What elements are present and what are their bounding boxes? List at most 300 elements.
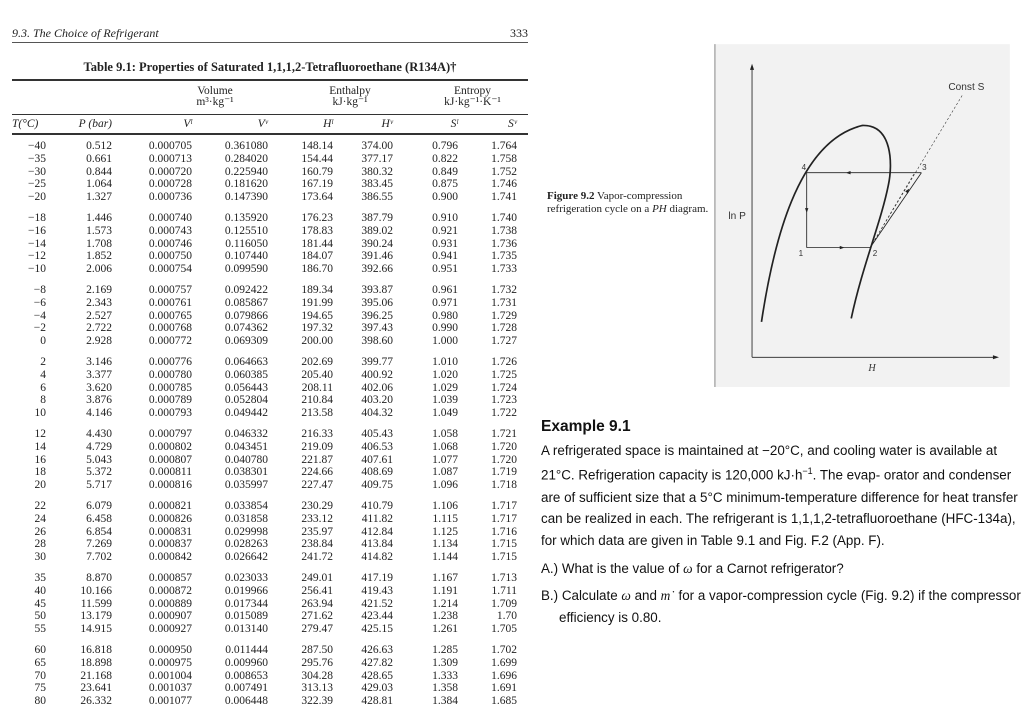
table-cell: 0.875 [432, 178, 458, 191]
table-cell: 197.32 [301, 322, 333, 335]
table-cell: 0.181620 [224, 178, 268, 191]
table-cell: 176.23 [301, 212, 333, 224]
table-cell: 1.384 [432, 695, 458, 708]
table-cell: 0.000761 [148, 296, 192, 309]
table-cell: −10 [28, 263, 46, 276]
problem-sup: −1 [802, 466, 813, 477]
table-cell: 11.599 [80, 597, 112, 610]
point-label-1: 1 [798, 249, 804, 259]
table-cell: −30 [28, 165, 46, 178]
table-cell: 414.82 [361, 551, 393, 564]
table-cell: −35 [28, 152, 46, 165]
figure-caption [547, 190, 717, 216]
table-cell: 1.718 [491, 479, 517, 492]
table-cell: 18.898 [80, 656, 112, 669]
caption-end: diagram. [666, 203, 709, 215]
table-cell: 1.029 [432, 381, 458, 394]
table-cell: 263.94 [301, 597, 333, 610]
table-cell: 374.00 [361, 140, 393, 152]
table-cell: 0.092422 [224, 284, 268, 296]
table-cell: 0.011444 [225, 644, 268, 656]
table-cell: 235.97 [301, 525, 333, 538]
table-cell: 1.722 [491, 407, 517, 420]
table-cell: 0.000807 [148, 453, 192, 466]
table-cell: 0.056443 [224, 381, 268, 394]
problem-text: A refrigerated space is maintained at −20°C, and cooling water is available at 21°C. Refrigeration capacity is 120,000 kJ·h [541, 442, 998, 483]
table-cell: 178.83 [301, 224, 333, 237]
table-cell: 6.854 [86, 525, 112, 538]
table-cell: 2.169 [86, 284, 112, 296]
table-cell: 0.990 [432, 322, 458, 335]
caption-label: Figure 9.2 [547, 190, 595, 202]
table-cell: 399.77 [361, 356, 393, 368]
figure-background [715, 44, 1010, 387]
table-cell: 0.038301 [224, 466, 268, 479]
running-head [12, 26, 528, 43]
table-cell: 402.06 [361, 381, 393, 394]
table-cell: 1.709 [491, 597, 517, 610]
table-cell: 60 [34, 644, 46, 656]
table-cell: 1.717 [491, 512, 517, 525]
table-cell: 1.696 [491, 669, 517, 682]
table-cell: 419.43 [361, 584, 393, 597]
problem-text-end: . The evap- orator and condenser are of sufficient size that a 5°C minimum-temperature difference for heat transfer can be realized in each. The refrigerant is 1,1,1,2-tetrafluoroethane (HFC-134a), for which data are given in Table 9.1 and Fig. F.2 (App. F). [541, 467, 1018, 548]
table-cell: 1.049 [432, 407, 458, 420]
table-cell: 0.043451 [224, 440, 268, 453]
table-cell: 1.096 [432, 479, 458, 492]
qb-post: for a vapor-compression cycle (Fig. 9.2) if the compressor efficiency is 0.80. [559, 588, 1021, 626]
table-cell: 279.47 [301, 623, 333, 636]
table-cell: 2.006 [86, 263, 112, 276]
table-cell: 0.000736 [148, 191, 192, 204]
table-cell: 1.736 [491, 237, 517, 250]
table-cell: 0.844 [86, 165, 112, 178]
question-a [541, 558, 1021, 580]
table-cell: 45 [34, 597, 46, 610]
table-cell: 1.446 [86, 212, 112, 224]
table-cell: 13.179 [80, 610, 112, 623]
table-cell: 0.001037 [148, 682, 192, 695]
table-cell: −12 [28, 250, 46, 263]
table-cell: 0.007491 [224, 682, 268, 695]
table-cell: 200.00 [301, 335, 333, 348]
table-cell: 0.000785 [148, 381, 192, 394]
table-cell: 391.46 [361, 250, 393, 263]
table-cell: 70 [34, 669, 46, 682]
table-cell: 0.980 [432, 309, 458, 322]
column-header: Sˡ [450, 118, 458, 130]
column-header: P (bar) [78, 118, 112, 130]
table-cell: 233.12 [301, 512, 333, 525]
table-cell: 40 [34, 584, 46, 597]
table-cell: 0.052804 [224, 394, 268, 407]
table-cell: 1.723 [491, 394, 517, 407]
qa-pre: A.) What is the value of [541, 560, 684, 576]
table-cell: 0.035997 [224, 479, 268, 492]
table-cell: 1.724 [491, 381, 517, 394]
table-cell: 427.82 [361, 656, 393, 669]
table-cell: 202.69 [301, 356, 333, 368]
table-cell: 0.000907 [148, 610, 192, 623]
table-cell: 22 [34, 500, 46, 512]
table-cell: 1.708 [86, 237, 112, 250]
table-cell: 0.033854 [224, 500, 268, 512]
table-cell: 1.333 [432, 669, 458, 682]
table-cell: 1.715 [491, 551, 517, 564]
table-cell: 0.074362 [224, 322, 268, 335]
table-cell: 1.70 [496, 610, 517, 623]
table-cell: 0.000927 [148, 623, 192, 636]
table-cell: 1.144 [432, 551, 458, 564]
table-cell: 0.941 [432, 250, 458, 263]
table-cell: −6 [33, 296, 46, 309]
table-cell: 0.000754 [148, 263, 192, 276]
table-cell: 1.741 [491, 191, 517, 204]
table-cell: 425.15 [361, 623, 393, 636]
table-cell: 1.058 [432, 428, 458, 440]
table-cell: 0.001004 [148, 669, 192, 682]
table-cell: 1.717 [491, 500, 517, 512]
table-cell: 400.92 [361, 368, 393, 381]
table-cell: 0.000889 [148, 597, 192, 610]
table-cell: 428.81 [361, 695, 393, 708]
table-cell: 16 [34, 453, 46, 466]
table-cell: 0.085867 [224, 296, 268, 309]
qb-pre: B.) Calculate [541, 588, 622, 604]
table-cell: −18 [28, 212, 46, 224]
table-cell: 403.20 [361, 394, 393, 407]
qa-post: for a Carnot refrigerator? [692, 560, 844, 576]
table-cell: 0.049442 [224, 407, 268, 420]
table-cell: 393.87 [361, 284, 393, 296]
table-cell: 1.087 [432, 466, 458, 479]
table-cell: 0.031858 [224, 512, 268, 525]
mdot-symbol: m˙ [660, 588, 675, 604]
table-cell: 1.720 [491, 440, 517, 453]
table-cell: 26.332 [80, 695, 112, 708]
table-cell: 0.099590 [224, 263, 268, 276]
point-label-3: 3 [922, 163, 927, 173]
table-cell: 167.19 [301, 178, 333, 191]
table-cell: 221.87 [301, 453, 333, 466]
table-cell: 1.726 [491, 356, 517, 368]
group-header-volume [150, 86, 280, 108]
table-cell: 395.06 [361, 296, 393, 309]
table-cell: 6.458 [86, 512, 112, 525]
column-header: Hˡ [323, 118, 333, 130]
table-cell: 0.000780 [148, 368, 192, 381]
table-cell: 2.722 [86, 322, 112, 335]
table-cell: 287.50 [301, 644, 333, 656]
table-cell: 1.711 [491, 584, 517, 597]
table-cell: 0.026642 [224, 551, 268, 564]
table-cell: 409.75 [361, 479, 393, 492]
table-cell: 304.28 [301, 669, 333, 682]
caption-italic: PH [652, 203, 667, 215]
table-cell: 429.03 [361, 682, 393, 695]
table-cell: 186.70 [301, 263, 333, 276]
table-cell: 205.40 [301, 368, 333, 381]
table-cell: 184.07 [301, 250, 333, 263]
column-header: Vᵛ [257, 118, 268, 130]
table-cell: 1.852 [86, 250, 112, 263]
table-cell: 14 [34, 440, 46, 453]
table-cell: 426.63 [361, 644, 393, 656]
table-cell: 390.24 [361, 237, 393, 250]
table-cell: 0.000842 [148, 551, 192, 564]
table-cell: 0.000789 [148, 394, 192, 407]
table-cell: 0.019966 [224, 584, 268, 597]
table-cell: 0.961 [432, 284, 458, 296]
table-cell: 238.84 [301, 538, 333, 551]
const-s-label: Const S [948, 82, 985, 94]
table-cell: 0.015089 [224, 610, 268, 623]
table-cell: 0.000705 [148, 140, 192, 152]
column-header: T(°C) [12, 118, 39, 130]
table-cell: 417.19 [361, 572, 393, 584]
point-label-4: 4 [801, 163, 807, 173]
table-cell: 0.225940 [224, 165, 268, 178]
table-cell: 0.000740 [148, 212, 192, 224]
table-cell: 4 [40, 368, 46, 381]
table-cell: 0.000821 [148, 500, 192, 512]
table-cell: 0.000765 [148, 309, 192, 322]
table-cell: 30 [34, 551, 46, 564]
table-cell: 386.55 [361, 191, 393, 204]
table-cell: 1.738 [491, 224, 517, 237]
table-cell: 397.43 [361, 322, 393, 335]
table-cell: 1.115 [432, 512, 458, 525]
table-cell: 0.023033 [224, 572, 268, 584]
table-cell: 14.915 [80, 623, 112, 636]
table-cell: 224.66 [301, 466, 333, 479]
table-cell: 1.746 [491, 178, 517, 191]
table-cell: 0.135920 [224, 212, 268, 224]
table-cell: 412.84 [361, 525, 393, 538]
group-header-entropy [415, 86, 530, 108]
table-cell: 0.000728 [148, 178, 192, 191]
caption-text: Vapor-compression refrigeration cycle on a [547, 190, 683, 215]
table-cell: 1.134 [432, 538, 458, 551]
table-cell: 1.719 [491, 466, 517, 479]
table-cell: 8 [40, 394, 46, 407]
table-cell: 1.191 [432, 584, 458, 597]
question-b [541, 585, 1021, 628]
table-cell: 4.430 [86, 428, 112, 440]
table-cell: 2.928 [86, 335, 112, 348]
table-cell: 1.010 [432, 356, 458, 368]
table-title: Table 9.1: Properties of Saturated 1,1,1,2-Tetrafluoroethane (R134A)† [83, 60, 457, 74]
table-cell: 1.732 [491, 284, 517, 296]
table-cell: 1.064 [86, 178, 112, 191]
table-cell: 0.040780 [224, 453, 268, 466]
table-cell: 0.921 [432, 224, 458, 237]
table-cell: 1.715 [491, 538, 517, 551]
table-cell: 1.020 [432, 368, 458, 381]
qb-and: and [630, 588, 661, 604]
table-cell: 65 [34, 656, 46, 669]
table-cell: 219.09 [301, 440, 333, 453]
table-cell: 256.41 [301, 584, 333, 597]
table-cell: 0.000816 [148, 479, 192, 492]
table-cell: 241.72 [301, 551, 333, 564]
table-cell: 1.285 [432, 644, 458, 656]
table-cell: 1.729 [491, 309, 517, 322]
table-cell: 0.661 [86, 152, 112, 165]
table-cell: 1.691 [491, 682, 517, 695]
table-cell: 0.107440 [224, 250, 268, 263]
table-cell: 1.309 [432, 656, 458, 669]
table-cell: 1.685 [491, 695, 517, 708]
table-cell: 194.65 [301, 309, 333, 322]
table-cell: 0.000831 [148, 525, 192, 538]
table-cell: 1.713 [491, 572, 517, 584]
table-cell: 0.079866 [224, 309, 268, 322]
table-cell: 1.261 [432, 623, 458, 636]
table-cell: 387.79 [361, 212, 393, 224]
table-cell: 6.079 [86, 500, 112, 512]
group-unit: kJ·kg⁻¹·K⁻¹ [444, 96, 501, 108]
table-cell: 0.000746 [148, 237, 192, 250]
table-cell: 398.60 [361, 335, 393, 348]
table-cell: 75 [34, 682, 46, 695]
table-cell: 1.728 [491, 322, 517, 335]
table-cell: 189.34 [301, 284, 333, 296]
table-cell: 173.64 [301, 191, 333, 204]
table-cell: 407.61 [361, 453, 393, 466]
table-cell: 392.66 [361, 263, 393, 276]
table-cell: 404.32 [361, 407, 393, 420]
table-cell: 1.702 [491, 644, 517, 656]
table-cell: 24 [34, 512, 46, 525]
table-cell: 406.53 [361, 440, 393, 453]
table-cell: 1.731 [491, 296, 517, 309]
table-cell: 28 [34, 538, 46, 551]
table-cell: 0.013140 [224, 623, 268, 636]
table-cell: 10.166 [80, 584, 112, 597]
table-cell: 50 [34, 610, 46, 623]
omega-symbol: ω [683, 560, 693, 576]
table-cell: 313.13 [301, 682, 333, 695]
column-header: Sᵛ [508, 118, 517, 130]
table-top-rule [12, 79, 528, 81]
table-cell: 210.84 [301, 394, 333, 407]
table-cell: 0.796 [432, 140, 458, 152]
table-cell: 1.721 [491, 428, 517, 440]
table-cell: 1.077 [432, 453, 458, 466]
table-cell: 0.512 [86, 140, 112, 152]
table-cell: 0.000826 [148, 512, 192, 525]
group-unit: kJ·kg⁻¹ [332, 96, 368, 108]
table-cell: 0 [40, 335, 46, 348]
table-cell: 0.017344 [224, 597, 268, 610]
table-cell: 0.029998 [224, 525, 268, 538]
table-cell: 21.168 [80, 669, 112, 682]
table-cell: 1.733 [491, 263, 517, 276]
point-label-2: 2 [872, 249, 878, 259]
example-title: Example 9.1 [541, 418, 631, 435]
table-cell: −8 [33, 284, 46, 296]
table-cell: 1.238 [432, 610, 458, 623]
table-cell: 249.01 [301, 572, 333, 584]
x-axis-label: H [868, 362, 876, 374]
table-cell: 322.39 [301, 695, 333, 708]
table-cell: 0.028263 [224, 538, 268, 551]
table-cell: 396.25 [361, 309, 393, 322]
table-cell: 7.269 [86, 538, 112, 551]
table-cell: 0.000950 [148, 644, 192, 656]
table-cell: 0.000975 [148, 656, 192, 669]
page-number: 333 [510, 26, 528, 40]
table-cell: 1.573 [86, 224, 112, 237]
table-cell: 3.377 [86, 368, 112, 381]
table-cell: 4.146 [86, 407, 112, 420]
table-cell: 5.043 [86, 453, 112, 466]
table-cell: 2 [40, 356, 46, 368]
table-cell: 377.17 [361, 152, 393, 165]
table-cell: 0.000872 [148, 584, 192, 597]
table-cell: 383.45 [361, 178, 393, 191]
table-cell: 160.79 [301, 165, 333, 178]
table-cell: 154.44 [301, 152, 333, 165]
table-cell: 0.284020 [224, 152, 268, 165]
table-cell: 1.068 [432, 440, 458, 453]
table-cell: 423.44 [361, 610, 393, 623]
table-cell: 0.046332 [224, 428, 268, 440]
table-cell: 1.735 [491, 250, 517, 263]
table-cell: 10 [34, 407, 46, 420]
table-cell: −25 [28, 178, 46, 191]
table-cell: 1.716 [491, 525, 517, 538]
table-cell: 1.725 [491, 368, 517, 381]
example-problem [541, 440, 1021, 552]
table-cell: 0.001077 [148, 695, 192, 708]
table-cell: 5.372 [86, 466, 112, 479]
table-cell: 2.343 [86, 296, 112, 309]
table-cell: 208.11 [301, 381, 333, 394]
table-cell: 181.44 [301, 237, 333, 250]
table-cell: 1.699 [491, 656, 517, 669]
group-unit: m³·kg⁻¹ [196, 96, 234, 108]
table-cell: 0.000857 [148, 572, 192, 584]
header-bottom-rule [12, 133, 528, 135]
table-cell: 1.752 [491, 165, 517, 178]
table-cell: 20 [34, 479, 46, 492]
header-mid-rule [12, 114, 528, 115]
table-cell: 0.125510 [224, 224, 268, 237]
table-cell: 1.000 [432, 335, 458, 348]
table-cell: −40 [28, 140, 46, 152]
table-cell: 0.000811 [149, 466, 192, 479]
table-cell: 0.000772 [148, 335, 192, 348]
table-cell: 0.064663 [224, 356, 268, 368]
table-cell: 405.43 [361, 428, 393, 440]
table-cell: 0.931 [432, 237, 458, 250]
table-cell: 0.910 [432, 212, 458, 224]
table-cell: −4 [33, 309, 46, 322]
table-cell: 16.818 [80, 644, 112, 656]
table-cell: 0.000768 [148, 322, 192, 335]
table-cell: 0.849 [432, 165, 458, 178]
table-cell: 0.147390 [224, 191, 268, 204]
table-cell: 2.527 [86, 309, 112, 322]
group-header-enthalpy [290, 86, 410, 108]
table-cell: 3.876 [86, 394, 112, 407]
table-cell: 4.729 [86, 440, 112, 453]
table-cell: 271.62 [301, 610, 333, 623]
table-cell: −20 [28, 191, 46, 204]
table-cell: 0.951 [432, 263, 458, 276]
